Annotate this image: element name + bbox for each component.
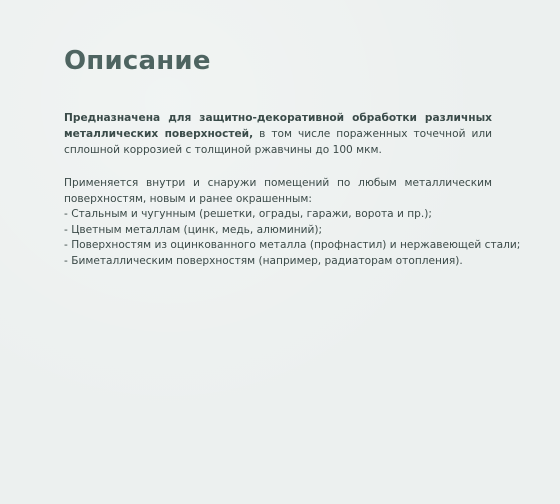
list-item: - Цветным металлам (цинк, медь, алюминий); [64, 223, 323, 236]
list-item: - Стальным и чугунным (решетки, ограды, гаражи, ворота и пр.); [64, 208, 432, 220]
list-item: - Поверхностям из оцинкованного металла (профнастил) и нержавеющей стали; [64, 239, 521, 251]
intro-paragraph [64, 110, 492, 158]
intro-rest-text: в том числе пораженных точечной или сплошной коррозией с толщиной ржавчины до 100 мкм. [64, 128, 493, 156]
usage-paragraph: Применяется внутри и снаружи помещений по любым металлическим поверхностям, новым и ранее окрашенным: [64, 177, 492, 205]
usage-list [64, 207, 521, 269]
description-content [64, 40, 521, 269]
section-title: Описание [64, 46, 211, 76]
intro-bold-text: Предназначена для защитно-декоративной обработки различных металлических поверхностей, [64, 112, 492, 140]
list-item: - Биметаллическим поверхностям (например, радиаторам отопления). [64, 254, 463, 267]
